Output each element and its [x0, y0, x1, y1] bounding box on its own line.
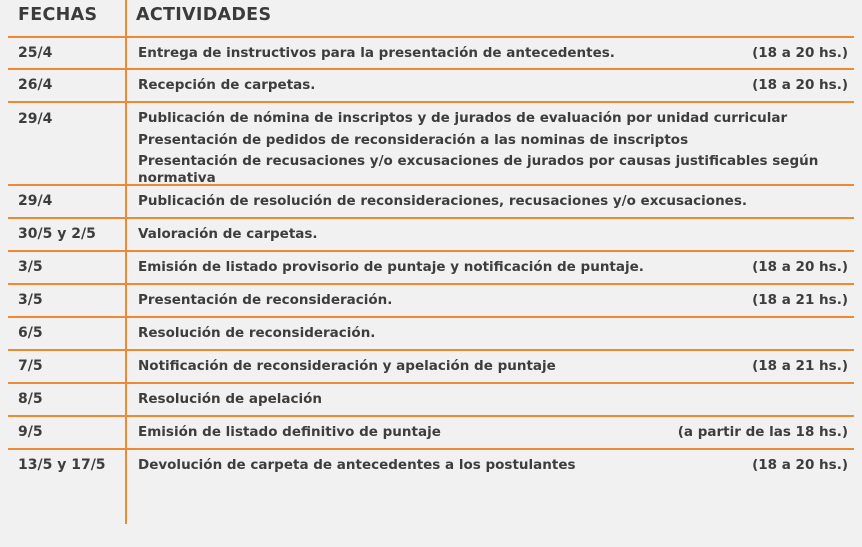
row-date: 30/5 y 2/5	[18, 226, 96, 242]
activity-line: Resolución de reconsideración.	[138, 325, 376, 341]
activity-line: Emisión de listado provisorio de puntaje y notificación de puntaje.	[138, 259, 644, 275]
table-row	[8, 250, 854, 283]
row-time: (18 a 21 hs.)	[752, 358, 848, 374]
activity-line: Recepción de carpetas.	[138, 77, 316, 93]
activity-line: Valoración de carpetas.	[138, 226, 318, 242]
row-date: 13/5 y 17/5	[18, 457, 106, 473]
row-activity	[138, 223, 848, 245]
header-fechas: FECHAS	[18, 5, 98, 25]
row-date: 6/5	[18, 325, 43, 341]
table-row	[8, 316, 854, 349]
table-body	[8, 36, 854, 482]
activity-line: Emisión de listado definitivo de puntaje	[138, 424, 441, 440]
table-row	[8, 349, 854, 382]
activity-line: Presentación de recusaciones y/o excusaciones de jurados por causas justificables según normativa	[138, 153, 819, 186]
activity-line: Devolución de carpeta de antecedentes a los postulantes	[138, 457, 576, 473]
row-date: 25/4	[18, 45, 53, 61]
row-activity	[138, 289, 848, 311]
row-time: (18 a 20 hs.)	[752, 45, 848, 61]
table-row	[8, 283, 854, 316]
row-activity	[138, 256, 848, 278]
activity-line: Presentación de reconsideración.	[138, 292, 393, 308]
table-row	[8, 184, 854, 217]
table-row	[8, 448, 854, 482]
row-activity	[138, 107, 848, 187]
table-header	[8, 0, 854, 36]
activity-line: Publicación de nómina de inscriptos y de jurados de evaluación por unidad curricular	[138, 110, 788, 126]
activity-line: Resolución de apelación	[138, 391, 323, 407]
row-activity	[138, 74, 848, 96]
schedule-table	[8, 0, 854, 482]
table-row	[8, 382, 854, 415]
row-date: 8/5	[18, 391, 43, 407]
activity-line: Notificación de reconsideración y apelación de puntaje	[138, 358, 556, 374]
row-date: 3/5	[18, 292, 43, 308]
activity-line: Publicación de resolución de reconsideraciones, recusaciones y/o excusaciones.	[138, 193, 747, 209]
row-time: (18 a 20 hs.)	[752, 77, 848, 93]
row-date: 7/5	[18, 358, 43, 374]
table-row	[8, 68, 854, 101]
table-row	[8, 415, 854, 448]
row-activity	[138, 190, 848, 212]
row-time: (18 a 20 hs.)	[752, 457, 848, 473]
table-row	[8, 217, 854, 250]
table-row	[8, 101, 854, 184]
row-date: 26/4	[18, 77, 53, 93]
row-activity	[138, 322, 848, 344]
row-time: (18 a 20 hs.)	[752, 259, 848, 275]
table-row	[8, 36, 854, 68]
header-actividades: ACTIVIDADES	[136, 5, 272, 25]
activity-line: Entrega de instructivos para la presentación de antecedentes.	[138, 45, 615, 61]
row-activity	[138, 42, 848, 64]
row-time: (18 a 21 hs.)	[752, 292, 848, 308]
row-date: 29/4	[18, 111, 53, 127]
row-date: 3/5	[18, 259, 43, 275]
row-date: 29/4	[18, 193, 53, 209]
row-time: (a partir de las 18 hs.)	[677, 424, 848, 440]
row-activity	[138, 454, 848, 476]
row-date: 9/5	[18, 424, 43, 440]
row-activity	[138, 388, 848, 410]
row-activity	[138, 355, 848, 377]
activity-line: Presentación de pedidos de reconsideración a las nominas de inscriptos	[138, 132, 689, 148]
